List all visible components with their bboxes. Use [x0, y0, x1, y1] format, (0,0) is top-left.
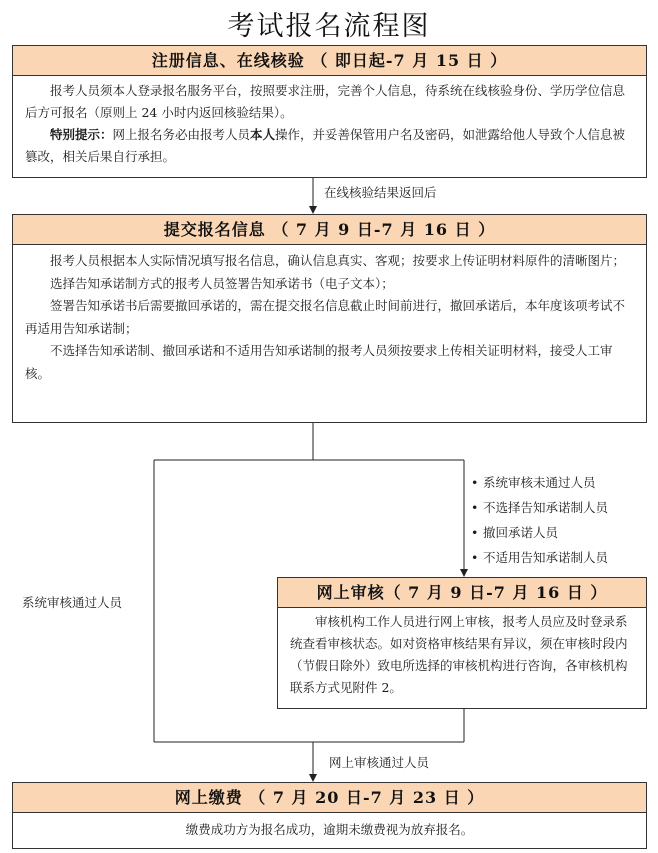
- submit-info-para-4: 不选择告知承诺制、撤回承诺和不适用告知承诺制的报考人员须按要求上传相关证明材料，接受人工审核。: [25, 343, 613, 381]
- branch-right-list: [471, 470, 608, 570]
- submit-info-para-3: 签署告知承诺书后需要撤回承诺的，需在提交报名信息截止时间前进行，撤回承诺后，本年度该项考试不再适用告知承诺制；: [25, 298, 626, 336]
- bullet-icon: •: [471, 550, 479, 565]
- online-payment-text: 缴费成功方为报名成功，逾期未缴费视为放弃报名。: [185, 822, 474, 837]
- step-register-verify-text: 报考人员须本人登录报名服务平台，按照要求注册，完善个人信息，待系统在线核验身份、学历学位信息后方可报名（原则上 24 小时内返回核验结果）。: [25, 83, 626, 120]
- branch-right-item: • 不选择告知承诺制人员: [471, 495, 608, 520]
- special-notice-text-b: 操作，并妥善保管用户名及密码，如泄露给他人导致个人信息被篡改，相关后果自行承担。: [25, 127, 626, 164]
- arrow2-label: 网上审核通过人员: [329, 755, 430, 770]
- branch-right-item: • 系统审核未通过人员: [471, 470, 608, 495]
- branch-left-label: 系统审核通过人员: [22, 595, 123, 610]
- branch-right-item: • 撤回承诺人员: [471, 520, 608, 545]
- step-online-payment-box: [12, 782, 647, 849]
- special-notice-text-a: 网上报名务必由报考人员: [112, 127, 251, 142]
- branch-right-item: • 不适用告知承诺制人员: [471, 545, 608, 570]
- bullet-icon: •: [471, 475, 479, 490]
- step-submit-info-body: [13, 245, 646, 389]
- step-register-verify-heading: 注册信息、在线核验 （ 即日起-7 月 15 日 ）: [13, 46, 646, 76]
- step-online-review-heading: 网上审核（ 7 月 9 日-7 月 16 日 ）: [278, 578, 646, 608]
- arrow1-label: 在线核验结果返回后: [324, 185, 437, 200]
- bullet-icon: •: [471, 500, 479, 515]
- special-notice-emphasis: 本人: [250, 127, 276, 142]
- special-notice-label: 特别提示：: [50, 127, 113, 142]
- page-title: 考试报名流程图: [227, 11, 431, 42]
- step-online-payment-heading: 网上缴费 （ 7 月 20 日-7 月 23 日 ）: [13, 783, 646, 813]
- bullet-icon: •: [471, 525, 479, 540]
- step-submit-info-box: [12, 214, 647, 423]
- online-review-text: 审核机构工作人员进行网上审核，报考人员应及时登录系统查看审核状态。如对资格审核结果有异议，须在审核时段内（节假日除外）致电所选择的审核机构进行咨询，各审核机构联系方式见附件 2。: [290, 614, 628, 695]
- submit-info-para-1: 报考人员根据本人实际情况填写报名信息，确认信息真实、客观；按要求上传证明材料原件的清晰图片；: [50, 253, 626, 268]
- step-submit-info-heading: 提交报名信息 （ 7 月 9 日-7 月 16 日 ）: [13, 215, 646, 245]
- submit-info-para-2: 选择告知承诺制方式的报考人员签署告知承诺书（电子文本）；: [50, 275, 394, 291]
- step-online-review-body: [278, 608, 646, 702]
- step-online-review-box: [277, 577, 647, 709]
- step-online-payment-body: [13, 813, 646, 845]
